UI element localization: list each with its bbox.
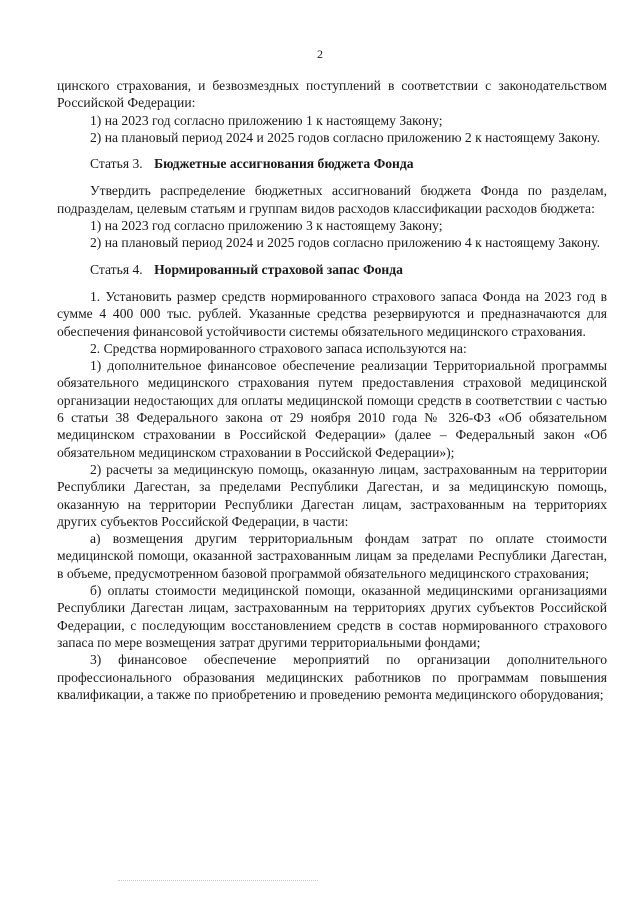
sub-list-item: а) возмещения другим территориальным фондам затрат по оплате стоимости медицинской помощи, оказанной застрахованным лицам за пределами Республики Дагестан, в объеме, предусмотренном базовой программой обязательного медицинского страхования; [57, 531, 607, 581]
list-item: 1) на 2023 год согласно приложению 1 к настоящему Закону; [90, 112, 443, 128]
scan-artifact [118, 880, 318, 885]
article-title: Нормированный страховой запас Фонда [154, 261, 403, 277]
paragraph: 2. Средства нормированного страхового запаса используются на: [90, 340, 467, 356]
paragraph: Утвердить распределение бюджетных ассигнований бюджета Фонда по разделам, подразделам, целевым статьям и группам видов расходов классификации расходов бюджета: [57, 183, 607, 216]
sub-list-item: б) оплаты стоимости медицинской помощи, оказанной медицинскими организациями Республики Дагестан лицам, застрахованным на территориях других субъектов Российской Федерации, с последующим восстановлением средств в состав нормированного страхового запаса по мере возмещения затрат другими территориальными фондами; [57, 583, 607, 650]
document-body [57, 77, 607, 703]
page-number: 2 [317, 47, 323, 61]
article-number: Статья 4. [90, 261, 143, 277]
list-item: 1) на 2023 год согласно приложению 3 к настоящему Закону; [90, 218, 443, 234]
article-title: Бюджетные ассигнования бюджета Фонда [154, 156, 414, 172]
list-item: 3) финансовое обеспечение мероприятий по организации дополнительного профессионального образования медицинских работников по программам повышения квалификации, а также по приобретению и проведению ремонта медицинского оборудования; [57, 652, 607, 702]
list-item: 1) дополнительное финансовое обеспечение реализации Территориальной программы обязательного медицинского страхования путем предоставления страховой медицинской организации недостающих для оплаты медицинской помощи средств в соответствии с частью 6 статьи 38 Федерального закона от 29 ноября 2010 года № 326-ФЗ «Об обязательном медицинском страховании в Российской Федерации» (далее – Федеральный закон «Об обязательном медицинском страховании в Российской Федерации»); [57, 358, 607, 460]
article-heading-4 [57, 261, 607, 278]
paragraph: 1. Установить размер средств нормированного страхового запаса Фонда на 2023 год в сумме 4 400 000 тыс. рублей. Указанные средства резервируются и предназначаются для обеспечения финансовой устойчивости системы обязательного медицинского страхования. [57, 288, 607, 339]
article-number: Статья 3. [90, 156, 143, 172]
article-heading-3 [57, 155, 607, 172]
list-item: 2) расчеты за медицинскую помощь, оказанную лицам, застрахованным на территории Республики Дагестан, за пределами Республики Дагестан, и за медицинскую помощь, оказанную на территории Республики Дагестан лицам, застрахованным на территориях других субъектов Российской Федерации, в части: [57, 461, 607, 529]
list-item: 2) на плановый период 2024 и 2025 годов согласно приложению 2 к настоящему Закону. [90, 129, 600, 145]
paragraph: цинского страхования, и безвозмездных поступлений в соответствии с законодательством Российской Федерации: [57, 78, 607, 111]
list-item: 2) на плановый период 2024 и 2025 годов согласно приложению 4 к настоящему Закону. [90, 235, 600, 251]
